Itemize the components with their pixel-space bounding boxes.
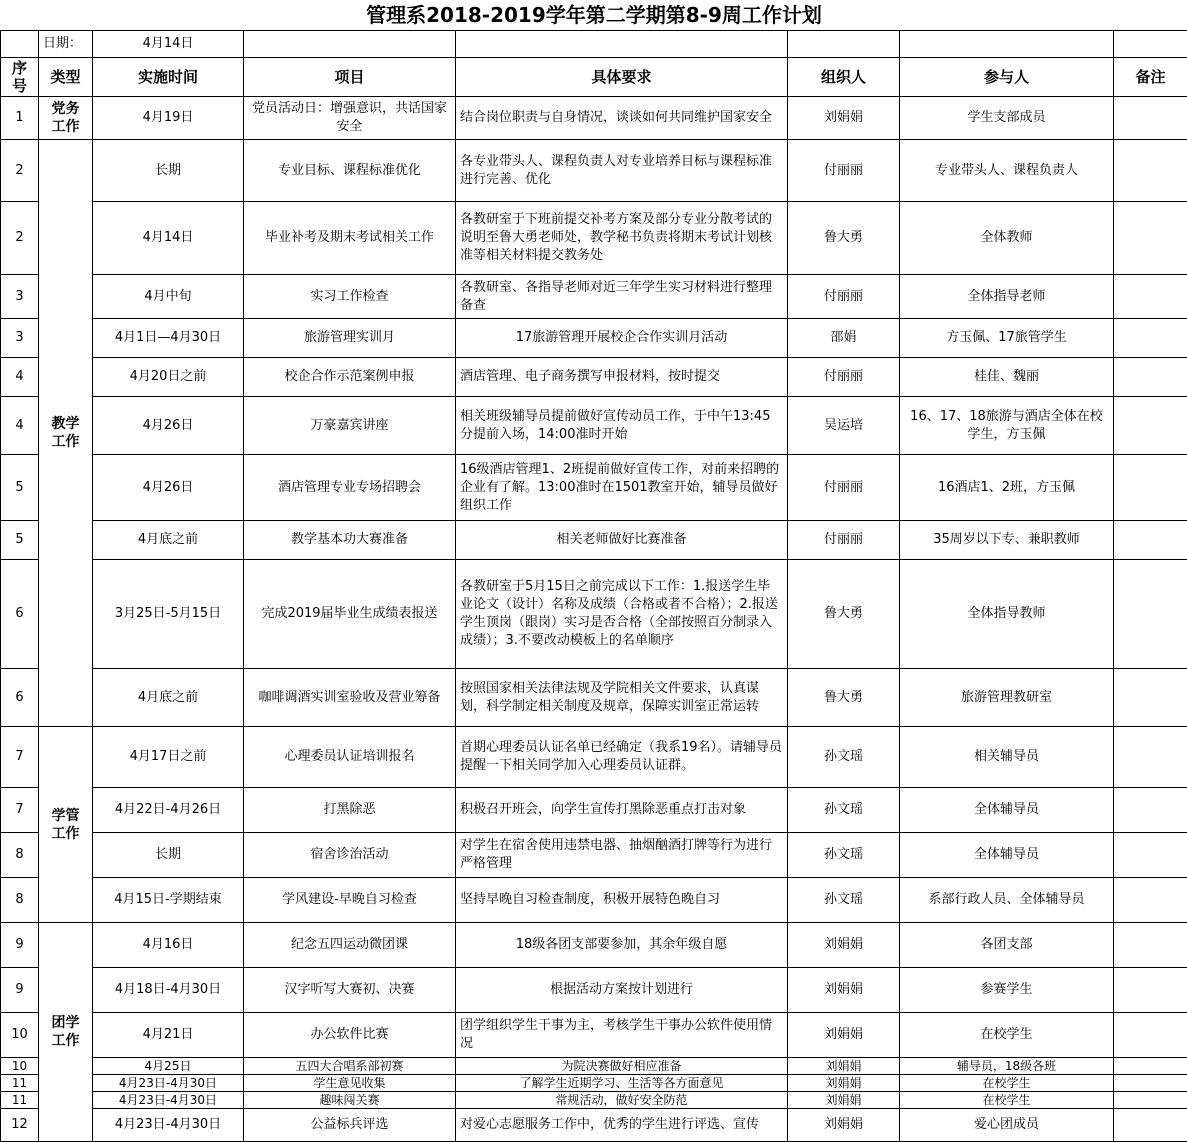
cell-notes[interactable] bbox=[1114, 319, 1187, 358]
table-row bbox=[1, 202, 1187, 275]
cell-item[interactable]: 教学基本功大赛准备 bbox=[244, 521, 456, 560]
sheet-title: 管理系2018-2019学年第二学期第8-9周工作计划 bbox=[1, 0, 1187, 31]
cell-notes[interactable] bbox=[1114, 923, 1187, 968]
cell-notes[interactable] bbox=[1114, 669, 1187, 727]
cell-no[interactable]: 3 bbox=[1, 319, 39, 358]
cell-no[interactable]: 9 bbox=[1, 923, 39, 968]
cell-participants[interactable]: 相关辅导员 bbox=[900, 727, 1114, 788]
cell-item[interactable]: 学风建设-早晚自习检查 bbox=[244, 878, 456, 923]
cell-notes[interactable] bbox=[1114, 833, 1187, 878]
table-row bbox=[1, 275, 1187, 319]
cell-item[interactable]: 五四大合唱系部初赛 bbox=[244, 1058, 456, 1075]
cell-participants[interactable]: 桂佳、魏丽 bbox=[900, 358, 1114, 397]
cell-participants[interactable]: 在校学生 bbox=[900, 1092, 1114, 1109]
cell-no[interactable]: 9 bbox=[1, 968, 39, 1013]
cell-requirement[interactable]: 积极召开班会，向学生宣传打黑除恶重点打击对象 bbox=[456, 788, 788, 833]
cell-participants[interactable]: 爱心团成员 bbox=[900, 1109, 1114, 1142]
cell-organizer[interactable]: 刘娟娟 bbox=[788, 97, 900, 140]
cell-requirement[interactable]: 首期心理委员认证名单已经确定（我系19名）。请辅导员提醒一下相关同学加入心理委员认证群。 bbox=[456, 727, 788, 788]
empty-cell[interactable] bbox=[456, 31, 788, 58]
cell-time[interactable]: 4月底之前 bbox=[93, 669, 244, 727]
cell-organizer[interactable]: 付丽丽 bbox=[788, 140, 900, 202]
cell-time[interactable]: 4月20日之前 bbox=[93, 358, 244, 397]
cell-item[interactable]: 学生意见收集 bbox=[244, 1075, 456, 1092]
cell-requirement[interactable]: 为院决赛做好相应准备 bbox=[456, 1058, 788, 1075]
cell-participants[interactable]: 在校学生 bbox=[900, 1013, 1114, 1058]
cell-notes[interactable] bbox=[1114, 788, 1187, 833]
cell-notes[interactable] bbox=[1114, 358, 1187, 397]
cell-organizer[interactable]: 刘娟娟 bbox=[788, 923, 900, 968]
cell-no[interactable]: 7 bbox=[1, 727, 39, 788]
cell-no[interactable]: 8 bbox=[1, 878, 39, 923]
cell-time[interactable]: 4月26日 bbox=[93, 455, 244, 521]
cell-no[interactable]: 4 bbox=[1, 397, 39, 455]
cell-time[interactable]: 长期 bbox=[93, 833, 244, 878]
cell-participants[interactable]: 16、17、18旅游与酒店全体在校学生，方玉佩 bbox=[900, 397, 1114, 455]
table-row bbox=[1, 1058, 1187, 1075]
cell-organizer[interactable]: 鲁大勇 bbox=[788, 202, 900, 275]
cell-item[interactable]: 旅游管理实训月 bbox=[244, 319, 456, 358]
cell-item[interactable]: 纪念五四运动微团课 bbox=[244, 923, 456, 968]
cell-participants[interactable]: 全体指导老师 bbox=[900, 275, 1114, 319]
table-row bbox=[1, 319, 1187, 358]
cell-no[interactable]: 5 bbox=[1, 455, 39, 521]
cell-organizer[interactable]: 付丽丽 bbox=[788, 275, 900, 319]
cell-requirement[interactable]: 坚持早晚自习检查制度，积极开展特色晚自习 bbox=[456, 878, 788, 923]
cell-organizer[interactable]: 孙文瑶 bbox=[788, 727, 900, 788]
cell-requirement[interactable]: 各专业带头人、课程负责人对专业培养目标与课程标准进行完善、优化 bbox=[456, 140, 788, 202]
cell-participants[interactable]: 辅导员，18级各班 bbox=[900, 1058, 1114, 1075]
cell-notes[interactable] bbox=[1114, 1092, 1187, 1109]
cell-time[interactable]: 4月1日—4月30日 bbox=[93, 319, 244, 358]
table-row bbox=[1, 1013, 1187, 1058]
cell-no[interactable]: 10 bbox=[1, 1058, 39, 1075]
cell-notes[interactable] bbox=[1114, 878, 1187, 923]
cell-participants[interactable]: 学生支部成员 bbox=[900, 97, 1114, 140]
cell-organizer[interactable]: 孙文瑶 bbox=[788, 788, 900, 833]
cell-no[interactable]: 10 bbox=[1, 1013, 39, 1058]
cell-no[interactable]: 5 bbox=[1, 521, 39, 560]
cell-requirement[interactable]: 各教研室于下班前提交补考方案及部分专业分散考试的说明至鲁大勇老师处，教学秘书负责将期末考试计划核准等相关材料提交教务处 bbox=[456, 202, 788, 275]
table-row bbox=[1, 358, 1187, 397]
cell-participants[interactable]: 系部行政人员、全体辅导员 bbox=[900, 878, 1114, 923]
table-row bbox=[1, 455, 1187, 521]
table-row bbox=[1, 397, 1187, 455]
cell-participants[interactable]: 全体指导教师 bbox=[900, 560, 1114, 669]
cell-organizer[interactable]: 刘娟娟 bbox=[788, 1075, 900, 1092]
cell-item[interactable]: 心理委员认证培训报名 bbox=[244, 727, 456, 788]
cell-no[interactable]: 3 bbox=[1, 275, 39, 319]
header-organizer[interactable]: 组织人 bbox=[788, 58, 900, 97]
cell-organizer[interactable]: 孙文瑶 bbox=[788, 878, 900, 923]
cell-no[interactable]: 11 bbox=[1, 1092, 39, 1109]
header-row bbox=[1, 58, 1187, 97]
cell-participants[interactable]: 旅游管理教研室 bbox=[900, 669, 1114, 727]
date-empty-cell[interactable] bbox=[1, 31, 39, 58]
header-time[interactable]: 实施时间 bbox=[93, 58, 244, 97]
cell-notes[interactable] bbox=[1114, 275, 1187, 319]
cell-time[interactable]: 4月15日-学期结束 bbox=[93, 878, 244, 923]
cell-requirement[interactable]: 16级酒店管理1、2班提前做好宣传工作，对前来招聘的企业有了解。13:00准时在1501教室开始，辅导员做好组织工作 bbox=[456, 455, 788, 521]
type-label: 团学工作 bbox=[51, 1014, 81, 1050]
cell-organizer[interactable]: 孙文瑶 bbox=[788, 833, 900, 878]
cell-participants[interactable]: 在校学生 bbox=[900, 1075, 1114, 1092]
cell-time[interactable]: 4月23日-4月30日 bbox=[93, 1075, 244, 1092]
cell-requirement[interactable]: 各教研室、各指导老师对近三年学生实习材料进行整理备查 bbox=[456, 275, 788, 319]
table-row bbox=[1, 669, 1187, 727]
cell-no[interactable]: 1 bbox=[1, 97, 39, 140]
cell-requirement[interactable]: 了解学生近期学习、生活等各方面意见 bbox=[456, 1075, 788, 1092]
cell-time[interactable]: 4月14日 bbox=[93, 202, 244, 275]
table-row bbox=[1, 923, 1187, 968]
cell-notes[interactable] bbox=[1114, 521, 1187, 560]
header-no[interactable]: 序号 bbox=[1, 58, 39, 97]
cell-item[interactable]: 宿舍诊治活动 bbox=[244, 833, 456, 878]
cell-notes[interactable] bbox=[1114, 560, 1187, 669]
header-type[interactable]: 类型 bbox=[39, 58, 93, 97]
cell-item[interactable]: 党员活动日：增强意识，共话国家安全 bbox=[244, 97, 456, 140]
cell-requirement[interactable]: 相关班级辅导员提前做好宣传动员工作，于中午13:45分提前入场，14:00准时开始 bbox=[456, 397, 788, 455]
cell-time[interactable]: 4月16日 bbox=[93, 923, 244, 968]
table-row bbox=[1, 968, 1187, 1013]
table-row bbox=[1, 788, 1187, 833]
cell-requirement[interactable]: 对学生在宿舍使用违禁电器、抽烟酗酒打牌等行为进行严格管理 bbox=[456, 833, 788, 878]
cell-no[interactable]: 8 bbox=[1, 833, 39, 878]
cell-requirement[interactable]: 结合岗位职责与自身情况，谈谈如何共同维护国家安全 bbox=[456, 97, 788, 140]
cell-requirement[interactable]: 团学组织学生干事为主，考核学生干事办公软件使用情况 bbox=[456, 1013, 788, 1058]
cell-notes[interactable] bbox=[1114, 1013, 1187, 1058]
cell-item[interactable]: 办公软件比赛 bbox=[244, 1013, 456, 1058]
cell-requirement[interactable]: 按照国家相关法律法规及学院相关文件要求，认真谋划，科学制定相关制度及规章，保障实训室正常运转 bbox=[456, 669, 788, 727]
cell-requirement[interactable]: 根据活动方案按计划进行 bbox=[456, 968, 788, 1013]
cell-organizer[interactable]: 吴运培 bbox=[788, 397, 900, 455]
cell-notes[interactable] bbox=[1114, 97, 1187, 140]
cell-item[interactable]: 咖啡调酒实训室验收及营业筹备 bbox=[244, 669, 456, 727]
cell-type-teaching[interactable] bbox=[39, 140, 93, 727]
cell-notes[interactable] bbox=[1114, 1109, 1187, 1142]
cell-item[interactable]: 打黑除恶 bbox=[244, 788, 456, 833]
cell-item[interactable]: 公益标兵评选 bbox=[244, 1109, 456, 1142]
cell-participants[interactable]: 方玉佩、17旅管学生 bbox=[900, 319, 1114, 358]
cell-item[interactable]: 专业目标、课程标准优化 bbox=[244, 140, 456, 202]
cell-time[interactable]: 4月26日 bbox=[93, 397, 244, 455]
cell-participants[interactable]: 专业带头人、课程负责人 bbox=[900, 140, 1114, 202]
type-label: 党务工作 bbox=[51, 100, 81, 136]
cell-time[interactable]: 4月18日-4月30日 bbox=[93, 968, 244, 1013]
table-row bbox=[1, 833, 1187, 878]
cell-participants[interactable]: 参赛学生 bbox=[900, 968, 1114, 1013]
cell-item[interactable]: 毕业补考及期末考试相关工作 bbox=[244, 202, 456, 275]
cell-notes[interactable] bbox=[1114, 968, 1187, 1013]
cell-notes[interactable] bbox=[1114, 455, 1187, 521]
cell-organizer[interactable]: 刘娟娟 bbox=[788, 968, 900, 1013]
table-row bbox=[1, 1092, 1187, 1109]
cell-no[interactable]: 4 bbox=[1, 358, 39, 397]
cell-item[interactable]: 校企合作示范案例申报 bbox=[244, 358, 456, 397]
cell-time[interactable]: 4月22日-4月26日 bbox=[93, 788, 244, 833]
cell-organizer[interactable]: 刘娟娟 bbox=[788, 1058, 900, 1075]
cell-requirement[interactable]: 相关老师做好比赛准备 bbox=[456, 521, 788, 560]
cell-notes[interactable] bbox=[1114, 140, 1187, 202]
cell-participants[interactable]: 35周岁以下专、兼职教师 bbox=[900, 521, 1114, 560]
table-row bbox=[1, 97, 1187, 140]
cell-item[interactable]: 完成2019届毕业生成绩表报送 bbox=[244, 560, 456, 669]
cell-time[interactable]: 4月中旬 bbox=[93, 275, 244, 319]
cell-requirement[interactable]: 18级各团支部要参加，其余年级自愿 bbox=[456, 923, 788, 968]
cell-time[interactable]: 3月25日-5月15日 bbox=[93, 560, 244, 669]
header-participants[interactable]: 参与人 bbox=[900, 58, 1114, 97]
cell-no[interactable]: 11 bbox=[1, 1075, 39, 1092]
cell-participants[interactable]: 各团支部 bbox=[900, 923, 1114, 968]
cell-organizer[interactable]: 付丽丽 bbox=[788, 358, 900, 397]
header-notes[interactable]: 备注 bbox=[1114, 58, 1187, 97]
cell-requirement[interactable]: 各教研室于5月15日之前完成以下工作：1.报送学生毕业论文（设计）名称及成绩（合格或者不合格）；2.报送学生顶岗（跟岗）实习是否合格（全部按照百分制录入成绩）；3.不要改动模板上的名单顺序 bbox=[456, 560, 788, 669]
cell-time[interactable]: 4月19日 bbox=[93, 97, 244, 140]
cell-no[interactable]: 12 bbox=[1, 1109, 39, 1142]
table-row bbox=[1, 1075, 1187, 1092]
cell-item[interactable]: 汉字听写大赛初、决赛 bbox=[244, 968, 456, 1013]
cell-no[interactable]: 7 bbox=[1, 788, 39, 833]
cell-no[interactable]: 6 bbox=[1, 669, 39, 727]
cell-time[interactable]: 长期 bbox=[93, 140, 244, 202]
header-requirement[interactable]: 具体要求 bbox=[456, 58, 788, 97]
cell-organizer[interactable]: 刘娟娟 bbox=[788, 1013, 900, 1058]
cell-time[interactable]: 4月23日-4月30日 bbox=[93, 1109, 244, 1142]
cell-type-student[interactable] bbox=[39, 727, 93, 923]
date-value[interactable]: 4月14日 bbox=[93, 31, 244, 58]
cell-organizer[interactable]: 付丽丽 bbox=[788, 521, 900, 560]
cell-organizer[interactable]: 鲁大勇 bbox=[788, 669, 900, 727]
cell-time[interactable]: 4月23日-4月30日 bbox=[93, 1092, 244, 1109]
cell-notes[interactable] bbox=[1114, 202, 1187, 275]
cell-requirement[interactable]: 酒店管理、电子商务撰写申报材料，按时提交 bbox=[456, 358, 788, 397]
empty-cell[interactable] bbox=[244, 31, 456, 58]
cell-participants[interactable]: 全体辅导员 bbox=[900, 833, 1114, 878]
cell-time[interactable]: 4月底之前 bbox=[93, 521, 244, 560]
cell-participants[interactable]: 16酒店1、2班，方玉佩 bbox=[900, 455, 1114, 521]
cell-time[interactable]: 4月17日之前 bbox=[93, 727, 244, 788]
date-label[interactable]: 日期： bbox=[39, 31, 93, 58]
cell-notes[interactable] bbox=[1114, 727, 1187, 788]
cell-organizer[interactable]: 鲁大勇 bbox=[788, 560, 900, 669]
cell-notes[interactable] bbox=[1114, 1075, 1187, 1092]
table-row bbox=[1, 140, 1187, 202]
table-row bbox=[1, 878, 1187, 923]
cell-organizer[interactable]: 付丽丽 bbox=[788, 455, 900, 521]
cell-item[interactable]: 酒店管理专业专场招聘会 bbox=[244, 455, 456, 521]
table-row bbox=[1, 1109, 1187, 1142]
cell-organizer[interactable]: 刘娟娟 bbox=[788, 1092, 900, 1109]
cell-participants[interactable]: 全体教师 bbox=[900, 202, 1114, 275]
type-label: 学管工作 bbox=[51, 807, 81, 843]
cell-type-league[interactable] bbox=[39, 923, 93, 1142]
cell-no[interactable]: 6 bbox=[1, 560, 39, 669]
cell-type-party[interactable] bbox=[39, 97, 93, 140]
cell-organizer[interactable]: 邵娟 bbox=[788, 319, 900, 358]
cell-requirement[interactable]: 常规活动，做好安全防范 bbox=[456, 1092, 788, 1109]
cell-requirement[interactable]: 17旅游管理开展校企合作实训月活动 bbox=[456, 319, 788, 358]
empty-cell[interactable] bbox=[1114, 31, 1187, 58]
cell-notes[interactable] bbox=[1114, 397, 1187, 455]
header-item[interactable]: 项目 bbox=[244, 58, 456, 97]
cell-item[interactable]: 万豪嘉宾讲座 bbox=[244, 397, 456, 455]
cell-organizer[interactable]: 刘娟娟 bbox=[788, 1109, 900, 1142]
cell-item[interactable]: 趣味闯关赛 bbox=[244, 1092, 456, 1109]
cell-item[interactable]: 实习工作检查 bbox=[244, 275, 456, 319]
type-label: 教学工作 bbox=[51, 415, 81, 451]
cell-participants[interactable]: 全体辅导员 bbox=[900, 788, 1114, 833]
empty-cell[interactable] bbox=[900, 31, 1114, 58]
table-row bbox=[1, 560, 1187, 669]
empty-cell[interactable] bbox=[788, 31, 900, 58]
table-row bbox=[1, 521, 1187, 560]
cell-time[interactable]: 4月25日 bbox=[93, 1058, 244, 1075]
table-row bbox=[1, 727, 1187, 788]
cell-notes[interactable] bbox=[1114, 1058, 1187, 1075]
cell-no[interactable]: 2 bbox=[1, 140, 39, 202]
cell-requirement[interactable]: 对爱心志愿服务工作中，优秀的学生进行评选、宣传 bbox=[456, 1109, 788, 1142]
cell-time[interactable]: 4月21日 bbox=[93, 1013, 244, 1058]
cell-no[interactable]: 2 bbox=[1, 202, 39, 275]
